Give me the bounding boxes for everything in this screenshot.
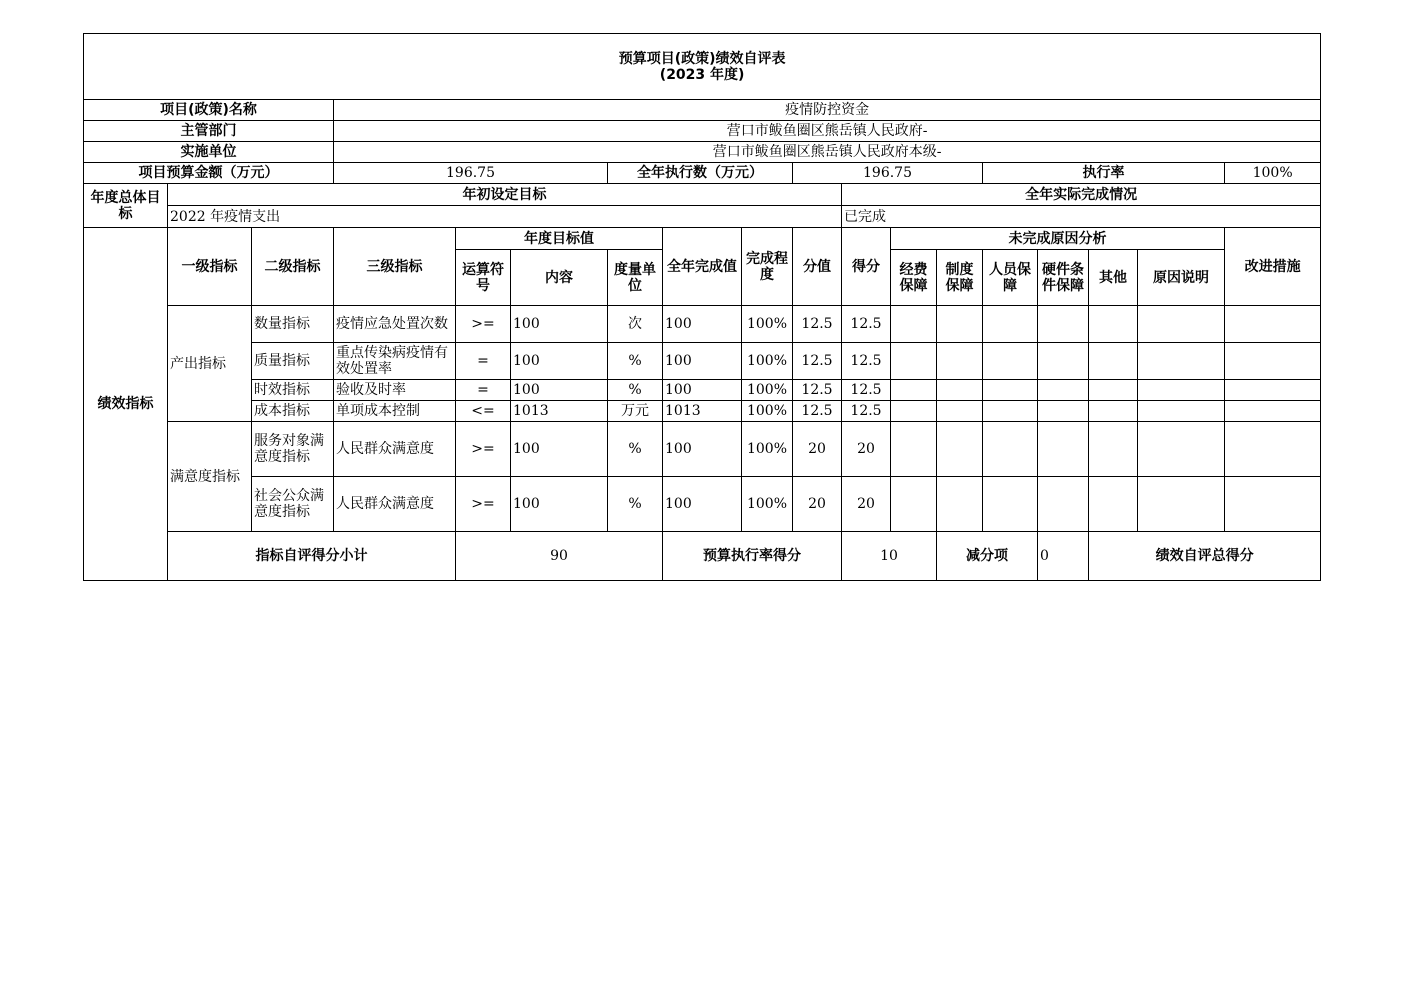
header-lvl3: 三级指标 bbox=[334, 228, 456, 306]
lvl2-cell: 质量指标 bbox=[252, 343, 334, 380]
header-op: 运算符号 bbox=[456, 250, 511, 306]
full-cell: 100 bbox=[663, 380, 742, 401]
score-cell: 12.5 bbox=[842, 401, 891, 422]
header-improve: 改进措施 bbox=[1225, 228, 1321, 306]
deduct-value: 0 bbox=[1038, 532, 1089, 581]
score-value-cell: 12.5 bbox=[793, 306, 842, 343]
budget-value: 196.75 bbox=[334, 163, 608, 184]
table-row bbox=[84, 343, 1321, 380]
content-cell: 100 bbox=[511, 306, 608, 343]
total-label: 绩效自评总得分 bbox=[1089, 532, 1321, 581]
header-lvl2: 二级指标 bbox=[252, 228, 334, 306]
full-cell: 100 bbox=[663, 343, 742, 380]
header-other: 其他 bbox=[1089, 250, 1138, 306]
header-unit: 度量单位 bbox=[608, 250, 663, 306]
initial-goal-label: 年初设定目标 bbox=[168, 184, 842, 206]
budget-score-value: 10 bbox=[842, 532, 937, 581]
satisfaction-indicator-label: 满意度指标 bbox=[168, 422, 252, 532]
op-cell: >= bbox=[456, 422, 511, 477]
impl-label: 实施单位 bbox=[84, 142, 334, 163]
year-text: (2023 年度) bbox=[659, 66, 745, 83]
score-cell: 20 bbox=[842, 422, 891, 477]
dept-value: 营口市鲅鱼圈区熊岳镇人民政府- bbox=[334, 121, 1321, 142]
op-cell: >= bbox=[456, 477, 511, 532]
dept-label: 主管部门 bbox=[84, 121, 334, 142]
table-row bbox=[84, 401, 1321, 422]
score-cell: 12.5 bbox=[842, 343, 891, 380]
initial-goal-value: 2022 年疫情支出 bbox=[168, 206, 842, 228]
rate-label: 执行率 bbox=[983, 163, 1225, 184]
summary-row bbox=[84, 532, 1321, 581]
table-title bbox=[84, 34, 1321, 100]
content-cell: 100 bbox=[511, 422, 608, 477]
score-value-cell: 12.5 bbox=[793, 343, 842, 380]
unit-cell: 次 bbox=[608, 306, 663, 343]
header-score-value: 分值 bbox=[793, 228, 842, 306]
unit-cell: 万元 bbox=[608, 401, 663, 422]
unit-cell: % bbox=[608, 343, 663, 380]
score-cell: 20 bbox=[842, 477, 891, 532]
op-cell: >= bbox=[456, 306, 511, 343]
annual-goal-label: 年度总体目标 bbox=[84, 184, 168, 228]
lvl2-cell: 成本指标 bbox=[252, 401, 334, 422]
lvl3-cell: 单项成本控制 bbox=[334, 401, 456, 422]
header-content: 内容 bbox=[511, 250, 608, 306]
score-cell: 12.5 bbox=[842, 380, 891, 401]
full-cell: 100 bbox=[663, 306, 742, 343]
exec-label: 全年执行数（万元） bbox=[608, 163, 793, 184]
table-row bbox=[84, 380, 1321, 401]
rate-value: 100% bbox=[1225, 163, 1321, 184]
budget-score-label: 预算执行率得分 bbox=[663, 532, 842, 581]
budget-label: 项目预算金额（万元） bbox=[84, 163, 334, 184]
actual-value: 已完成 bbox=[842, 206, 1321, 228]
header-funding: 经费保障 bbox=[891, 250, 937, 306]
header-reason: 未完成原因分析 bbox=[891, 228, 1225, 250]
op-cell: <= bbox=[456, 401, 511, 422]
lvl2-cell: 社会公众满意度指标 bbox=[252, 477, 334, 532]
header-hardware: 硬件条件保障 bbox=[1038, 250, 1089, 306]
unit-cell: % bbox=[608, 477, 663, 532]
header-full-year: 全年完成值 bbox=[663, 228, 742, 306]
deduct-label: 减分项 bbox=[937, 532, 1038, 581]
score-cell: 12.5 bbox=[842, 306, 891, 343]
content-cell: 100 bbox=[511, 477, 608, 532]
lvl2-cell: 数量指标 bbox=[252, 306, 334, 343]
completion-cell: 100% bbox=[742, 477, 793, 532]
table-row bbox=[84, 306, 1321, 343]
subtotal-label: 指标自评得分小计 bbox=[168, 532, 456, 581]
content-cell: 100 bbox=[511, 380, 608, 401]
completion-cell: 100% bbox=[742, 422, 793, 477]
exec-value: 196.75 bbox=[793, 163, 983, 184]
unit-cell: % bbox=[608, 422, 663, 477]
score-value-cell: 12.5 bbox=[793, 380, 842, 401]
header-lvl1: 一级指标 bbox=[168, 228, 252, 306]
table-row bbox=[84, 477, 1321, 532]
header-staff: 人员保障 bbox=[983, 250, 1038, 306]
score-value-cell: 12.5 bbox=[793, 401, 842, 422]
content-cell: 100 bbox=[511, 343, 608, 380]
lvl2-cell: 时效指标 bbox=[252, 380, 334, 401]
output-indicator-label: 产出指标 bbox=[168, 306, 252, 422]
project-name-value: 疫情防控资金 bbox=[334, 100, 1321, 121]
perf-indicator-label: 绩效指标 bbox=[84, 228, 168, 581]
table-row bbox=[84, 422, 1321, 477]
completion-cell: 100% bbox=[742, 343, 793, 380]
lvl3-cell: 重点传染病疫情有效处置率 bbox=[334, 343, 456, 380]
impl-value: 营口市鲅鱼圈区熊岳镇人民政府本级- bbox=[334, 142, 1321, 163]
score-value-cell: 20 bbox=[793, 422, 842, 477]
project-name-label: 项目(政策)名称 bbox=[84, 100, 334, 121]
full-cell: 100 bbox=[663, 422, 742, 477]
content-cell: 1013 bbox=[511, 401, 608, 422]
op-cell: = bbox=[456, 380, 511, 401]
header-target: 年度目标值 bbox=[456, 228, 663, 250]
full-cell: 1013 bbox=[663, 401, 742, 422]
header-system: 制度保障 bbox=[937, 250, 983, 306]
subtotal-value: 90 bbox=[456, 532, 663, 581]
completion-cell: 100% bbox=[742, 380, 793, 401]
title-text: 预算项目(政策)绩效自评表 bbox=[618, 50, 786, 67]
full-cell: 100 bbox=[663, 477, 742, 532]
lvl3-cell: 验收及时率 bbox=[334, 380, 456, 401]
lvl3-cell: 人民群众满意度 bbox=[334, 477, 456, 532]
completion-cell: 100% bbox=[742, 401, 793, 422]
header-score: 得分 bbox=[842, 228, 891, 306]
unit-cell: % bbox=[608, 380, 663, 401]
performance-self-evaluation-table bbox=[83, 33, 1321, 581]
lvl3-cell: 人民群众满意度 bbox=[334, 422, 456, 477]
header-completion: 完成程度 bbox=[742, 228, 793, 306]
lvl2-cell: 服务对象满意度指标 bbox=[252, 422, 334, 477]
score-value-cell: 20 bbox=[793, 477, 842, 532]
completion-cell: 100% bbox=[742, 306, 793, 343]
header-reason-desc: 原因说明 bbox=[1138, 250, 1225, 306]
lvl3-cell: 疫情应急处置次数 bbox=[334, 306, 456, 343]
actual-label: 全年实际完成情况 bbox=[842, 184, 1321, 206]
op-cell: = bbox=[456, 343, 511, 380]
